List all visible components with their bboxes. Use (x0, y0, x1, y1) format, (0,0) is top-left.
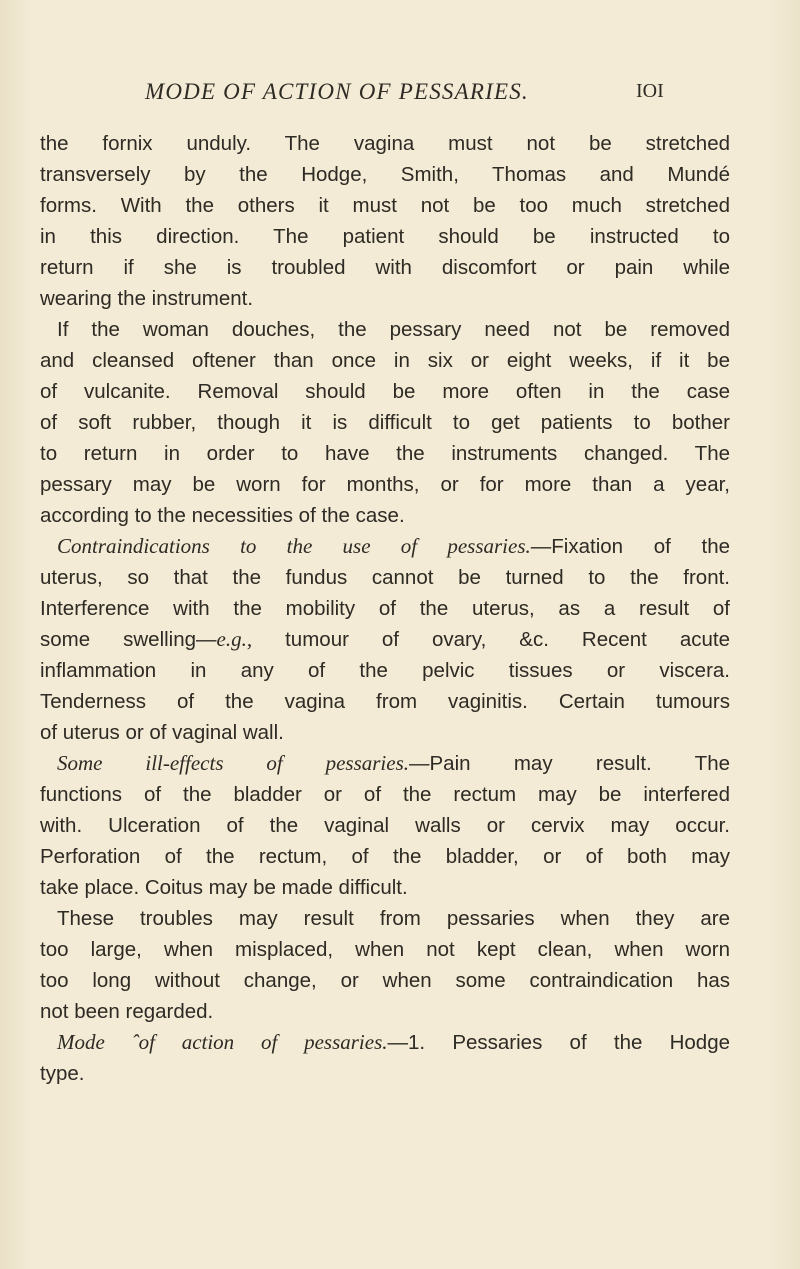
text-line: wearing the instrument. (40, 287, 254, 310)
text-line: with. Ulceration of the vaginal walls or cervix may occur. (40, 814, 730, 837)
text-line: too large, when misplaced, when not kept clean, when worn (40, 938, 730, 961)
section-heading-mode-of-action: Mode ˆof action of pessaries. (57, 1030, 388, 1054)
section-heading-line: Contraindications to the use of pessaries.—Fixation of the (57, 534, 731, 558)
text-line: Tenderness of the vagina from vaginitis. Certain tumours (40, 690, 730, 713)
text-line: the fornix unduly. The vagina must not be stretched (40, 132, 730, 155)
text-line: uterus, so that the fundus cannot be turned to the front. (40, 566, 730, 589)
text-line: forms. With the others it must not be too much stretched (40, 194, 730, 217)
text-line: Interference with the mobility of the uterus, as a result of (40, 597, 730, 620)
running-head: MODE OF ACTION OF PESSARIES. (145, 79, 529, 104)
text-line: of uterus or of vaginal wall. (40, 721, 284, 744)
text-line: inflammation in any of the pelvic tissues or viscera. (40, 659, 730, 682)
text-line: of vulcanite. Removal should be more often in the case (40, 380, 730, 403)
page-header (0, 79, 800, 107)
text-line: according to the necessities of the case. (40, 504, 405, 527)
section-heading-line: Some ill-effects of pessaries.—Pain may result. The (57, 751, 730, 775)
text-line: of soft rubber, though it is difficult to get patients to bother (40, 411, 730, 434)
text-line: and cleansed oftener than once in six or eight weeks, if it be (40, 349, 730, 372)
text-line: These troubles may result from pessaries when they are (57, 907, 730, 930)
section-heading-contraindications: Contraindications to the use of pessaries. (57, 534, 531, 558)
text-line: return if she is troubled with discomfort or pain while (40, 256, 730, 279)
text-line: not been regarded. (40, 1000, 214, 1023)
text-line: to return in order to have the instruments changed. The (40, 442, 730, 465)
body-text (40, 128, 730, 1089)
text-line: some swelling—e.g., tumour of ovary, &c. Recent acute (40, 627, 730, 651)
text-line: in this direction. The patient should be instructed to (40, 225, 730, 248)
text-line: take place. Coitus may be made difficult. (40, 876, 408, 899)
section-heading-ill-effects: Some ill-effects of pessaries. (57, 751, 409, 775)
section-heading-line: Mode ˆof action of pessaries.—1. Pessaries of the Hodge (57, 1030, 730, 1054)
text-line: transversely by the Hodge, Smith, Thomas and Mundé (40, 163, 730, 186)
text-line: Perforation of the rectum, of the bladder, or of both may (40, 845, 730, 868)
text-line: too long without change, or when some contraindication has (40, 969, 730, 992)
text-line: type. (40, 1062, 85, 1085)
text-line: pessary may be worn for months, or for more than a year, (40, 473, 730, 496)
text-line: If the woman douches, the pessary need not be removed (57, 318, 730, 341)
text-line: functions of the bladder or of the rectum may be interfered (40, 783, 730, 806)
page-number: IOI (636, 80, 664, 102)
